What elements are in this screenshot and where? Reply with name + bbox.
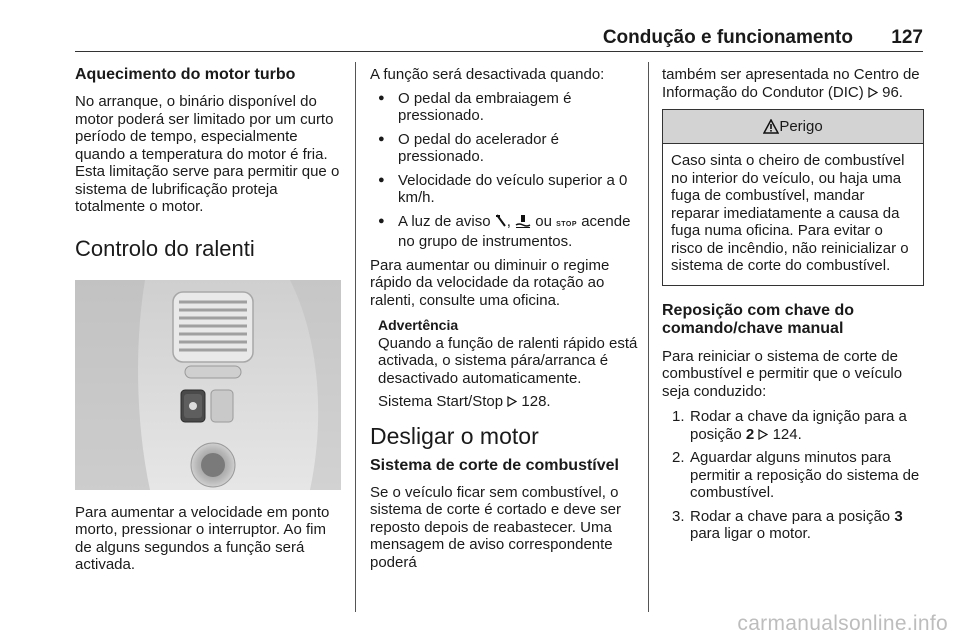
- fuel-cutoff-icon: [515, 214, 531, 228]
- notice-body: Quando a função de ralenti rápido está activada, o sistema pára/arranca é desactivado automaticamente.: [378, 334, 638, 387]
- list-item: 1. Rodar a chave da ignição para a posição 2 124.: [672, 408, 907, 443]
- column-1: [75, 66, 343, 574]
- heading-fuel-cutoff: Sistema de corte de combustível: [370, 456, 619, 474]
- idle-switch-photo: [75, 280, 341, 490]
- danger-header: [663, 110, 923, 144]
- column-3: [662, 66, 924, 549]
- danger-box: [662, 109, 924, 286]
- deactivation-list: [378, 90, 638, 251]
- triangle-reference-icon: [868, 87, 878, 98]
- list-item: ● Velocidade do veículo superior a 0 km/h.: [378, 172, 638, 207]
- list-item: 3. Rodar a chave para a posição 3 para ligar o motor.: [672, 507, 903, 542]
- list-item: 2. Aguardar alguns minutos para permitir a reposição do sistema de combustível.: [672, 449, 920, 501]
- column-divider-1: [355, 62, 356, 612]
- paragraph-fuel-cutoff: Se o veículo ficar sem combustível, o sistema de corte é cortado e deve ser reposto depois de reabastecer. Uma mensagem de aviso correspondente poderá: [370, 483, 621, 571]
- heading-engine-off: Desligar o motor: [370, 422, 539, 449]
- notice-box: [378, 317, 638, 411]
- reference-page[interactable]: 124.: [772, 425, 802, 443]
- heading-reset-key: Reposição com chave do comando/chave manual: [662, 301, 855, 337]
- warning-light-text-end: acende no grupo de instrumentos.: [398, 212, 631, 250]
- page-header: [75, 27, 923, 51]
- reset-steps: [672, 408, 924, 543]
- stop-icon-label: STOP: [556, 220, 578, 228]
- column-divider-2: [648, 62, 649, 612]
- triangle-reference-icon: [758, 429, 768, 440]
- dic-text: também ser apresentada no Centro de Informação do Condutor (DIC): [662, 66, 920, 101]
- paragraph-idle-instructions: Para aumentar a velocidade em ponto morto, pressionar o interruptor. Ao fim de alguns segundos a função será activada.: [75, 503, 330, 573]
- notice-reference: [378, 393, 638, 411]
- or-text: ou: [535, 212, 552, 230]
- notice-heading: Advertência: [378, 317, 459, 333]
- danger-title: Perigo: [779, 117, 823, 135]
- list-item: ● A luz de aviso , ou STOP acende no grupo de instrumentos.: [378, 213, 638, 251]
- reference-text: Sistema Start/Stop: [378, 393, 504, 410]
- paragraph-reset-intro: Para reiniciar o sistema de corte de combustível e permitir que o veículo seja conduzido:: [662, 347, 903, 400]
- engine-warning-icon: [495, 214, 507, 228]
- dashboard-illustration: [75, 280, 341, 490]
- watermark: carmanualsonline.info: [737, 612, 948, 635]
- list-item: ● O pedal do acelerador é pressionado.: [378, 131, 638, 166]
- triangle-reference-icon: [507, 396, 517, 407]
- reference-page[interactable]: 128.: [521, 393, 551, 410]
- list-item: ● O pedal da embraiagem é pressionado.: [378, 90, 638, 125]
- page-number: 127: [891, 27, 923, 48]
- paragraph-dic: [662, 66, 924, 101]
- paragraph-deactivation-intro: A função será desactivada quando:: [370, 66, 605, 83]
- header-divider: [75, 51, 923, 52]
- heading-turbo-warmup: Aquecimento do motor turbo: [75, 66, 296, 83]
- reference-page[interactable]: 96.: [882, 83, 903, 101]
- danger-body: Caso sinta o cheiro de combustível no interior do veículo, ou haja uma fuga de combustível, mandar reparar imediatamente a causa da fuga numa oficina. Para evitar o risco de incêndio, não reinicializar o sistema de corte do combustível.: [671, 152, 909, 274]
- paragraph-idle-speed: Para aumentar ou diminuir o regime rápido da velocidade da rotação ao ralenti, consulte uma oficina.: [370, 256, 610, 309]
- warning-triangle-icon: [763, 119, 779, 134]
- heading-idle-control: Controlo do ralenti: [75, 235, 255, 261]
- column-2: [370, 66, 638, 571]
- warning-light-text: A luz de aviso: [398, 212, 491, 230]
- paragraph-turbo: No arranque, o binário disponível do motor poderá ser limitado por um curto período de tempo, especialmente quando a temperatura do motor é fria. Esta limitação serve para permitir que o sistema de lubrificação proteja totalmente o motor.: [75, 93, 340, 215]
- section-title: Condução e funcionamento: [602, 27, 853, 48]
